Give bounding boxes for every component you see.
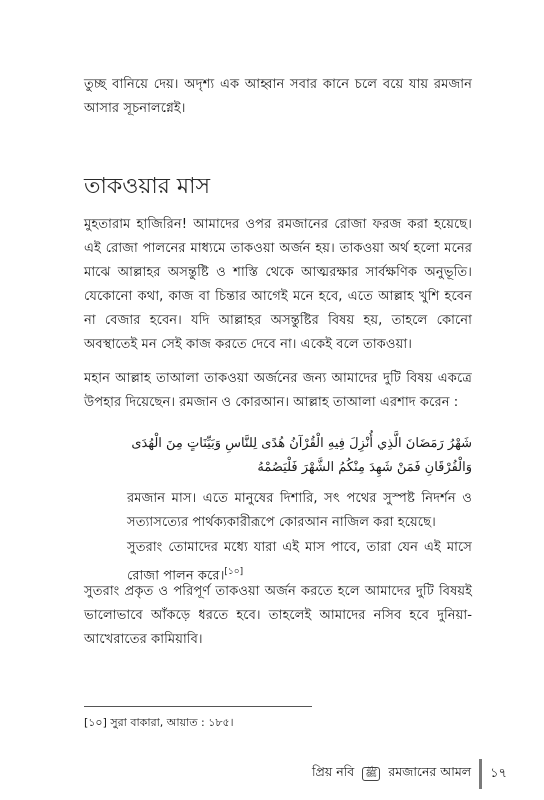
arabic-verse: شَهْرُ رَمَضَانَ الَّذِي أُنْزِلَ فِيهِ الْقُرْآنُ هُدًى لِلنَّاسِ وَبَيِّنَاتٍ مِنَ الْهُدَى وَالْفُرْقَانِ فَمَنْ شَهِدَ مِنْكُمُ الشَّهْرَ فَلْيَصُمْهُ [131, 436, 472, 475]
body-paragraph-3: সুতরাং প্রকৃত ও পরিপূর্ণ তাকওয়া অর্জন করতে হলে আমাদের দুটি বিষয়ই ভালোভাবে আঁকড়ে ধরতে হবে। তাহলেই আমাদের নসিব হবে দুনিয়া-আখেরাতের কামিয়াবি। [84, 584, 472, 647]
section-heading: তাকওয়ার মাস [84, 174, 211, 199]
footer-book-title-left: প্রিয় নবি [311, 764, 355, 779]
footnote-divider [84, 706, 312, 707]
footer-divider [479, 759, 482, 789]
body-paragraph-1: মুহতারাম হাজিরিন! আমাদের ওপর রমজানের রোজা ফরজ করা হয়েছে। এই রোজা পালনের মাধ্যমে তাকওয়া অর্জন হয়। তাকওয়া অর্থ হলো মনের মাঝে আল্লাহর অসন্তুষ্টি ও শাস্তি থেকে আত্মরক্ষার সার্বক্ষণিক অনুভূতি। যেকোনো কথা, কাজ বা চিন্তার আগেই মনে হবে, এতে আল্লাহ খুশি হবেন না বেজার হবেন। যদি আল্লাহর অসন্তুষ্টির বিষয় হয়, তাহলে কোনো অবস্থাতেই মন সেই কাজ করতে দেবে না। একেই বলে তাকওয়া। [84, 217, 472, 352]
footnote: [১০] সুরা বাকারা, আয়াত : ১৮৫। [84, 716, 234, 729]
verse-translation-1: রমজান মাস। এতে মানুষের দিশারি, সৎ পথের সুস্পষ্ট নিদর্শন ও সত্যাসত্যের পার্থক্যকারীরূপে কোরআন নাজিল করা হয়েছে। [127, 491, 472, 530]
verse-translation-2-text: সুতরাং তোমাদের মধ্যে যারা এই মাস পাবে, তারা যেন এই মাসে রোজা পালন করে। [127, 540, 472, 584]
footnote-reference[interactable]: [১০] [224, 567, 244, 577]
page-footer [312, 761, 507, 787]
footer-book-title-right: রমজানের আমল [388, 764, 472, 779]
intro-paragraph: তুচ্ছ বানিয়ে দেয়। অদৃশ্য এক আহ্বান সবার কানে চলে বয়ে যায় রমজান আসার সূচনালগ্নেই। [84, 77, 473, 116]
sallallahu-icon: ﷺ [362, 767, 380, 781]
body-paragraph-2: মহান আল্লাহ তাআলা তাকওয়া অর্জনের জন্য আমাদের দুটি বিষয় একত্রে উপহার দিয়েছেন। রমজান ও কোরআন। আল্লাহ তাআলা এরশাদ করেন : [84, 371, 472, 410]
page-number: ১৭ [490, 765, 507, 781]
